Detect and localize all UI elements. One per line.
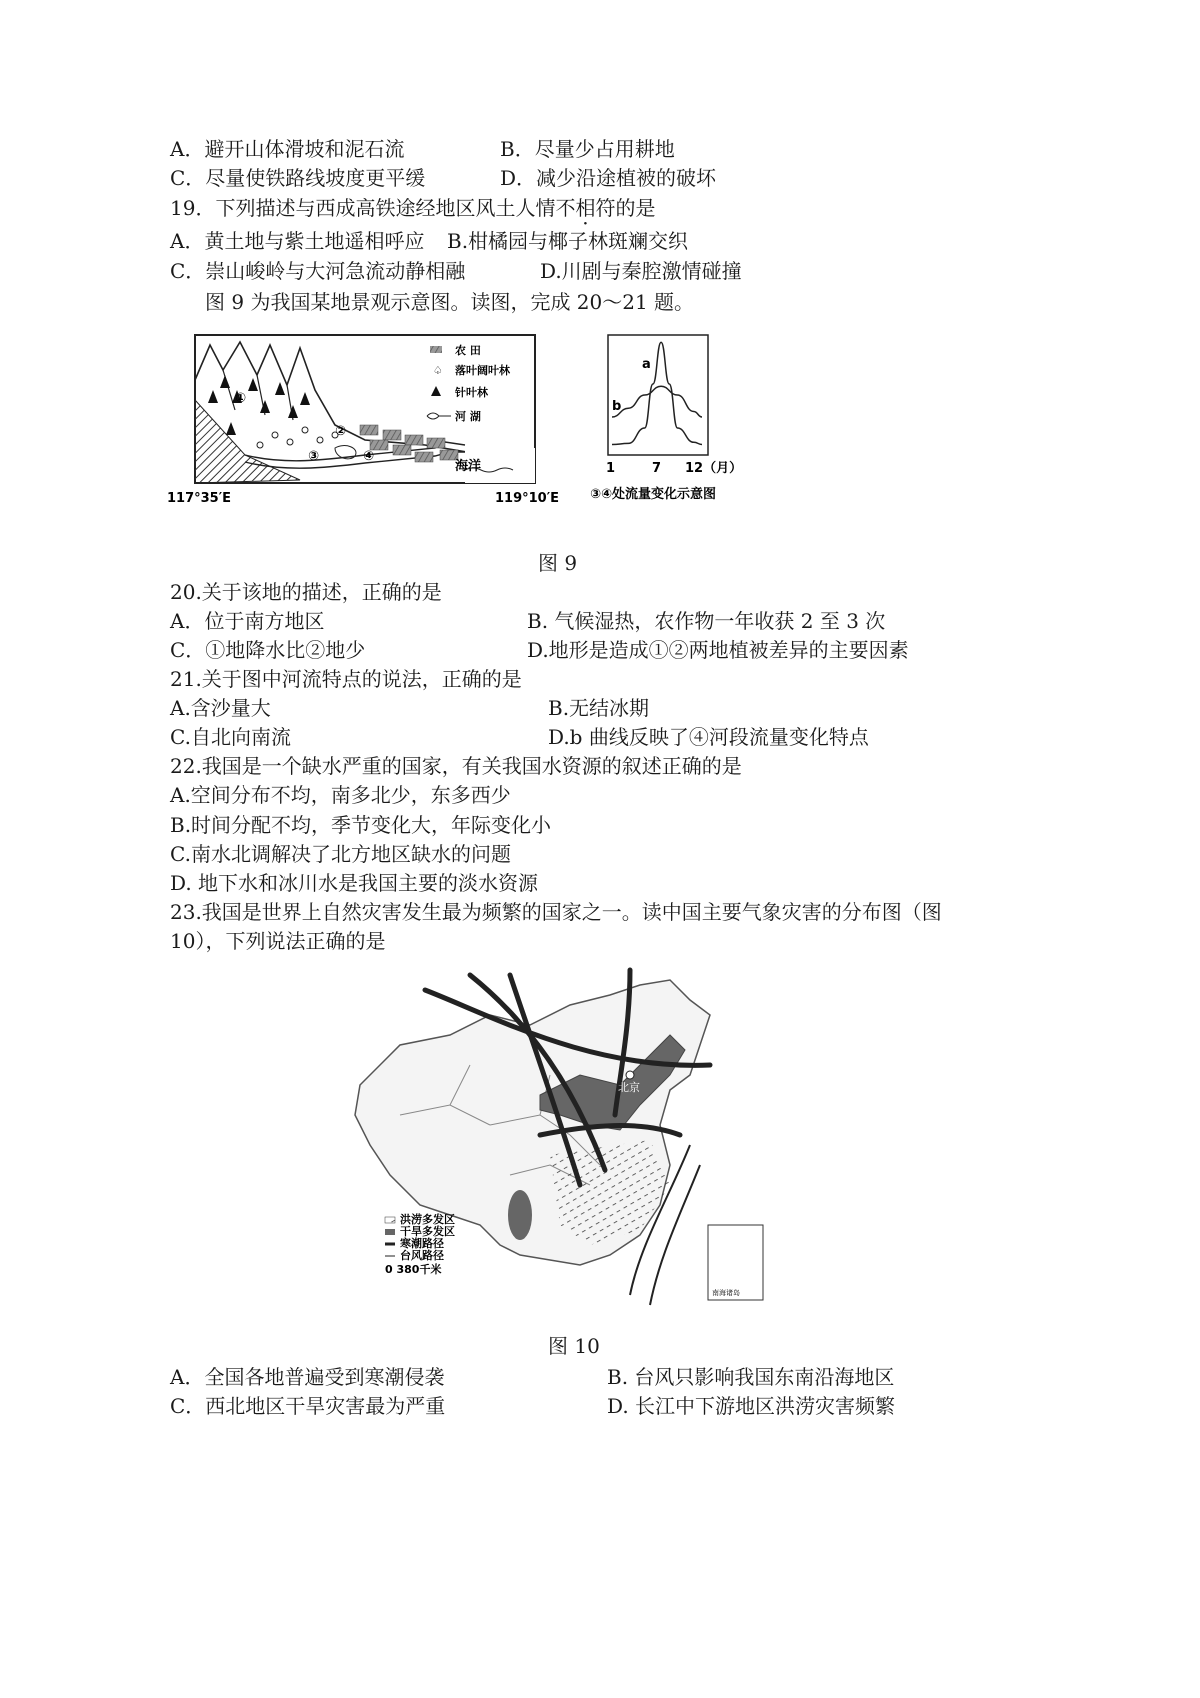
fig9-legend-deciduous: 落叶阔叶林: [455, 364, 510, 377]
q18-option-b: B．尽量少占用耕地: [500, 137, 675, 161]
q20-stem: 20.关于该地的描述，正确的是: [170, 580, 442, 604]
q23-option-b: B. 台风只影响我国东南沿海地区: [607, 1365, 895, 1389]
q19-option-d: D.川剧与秦腔激情碰撞: [540, 259, 742, 283]
fig10-city-beijing: 北京: [618, 1081, 640, 1094]
q21-option-b: B.无结冰期: [548, 696, 650, 720]
q23-stem-line1: 23.我国是世界上自然灾害发生最为频繁的国家之一。读中国主要气象灾害的分布图（图: [170, 900, 942, 924]
q21-option-a: A.含沙量大: [170, 696, 271, 720]
fig9-sea-label: 海洋: [455, 459, 482, 474]
fig9-marker-2: ②: [335, 424, 347, 439]
fig9-marker-1: ①: [235, 391, 247, 406]
q21-option-c: C.自北向南流: [170, 725, 291, 749]
q18-option-d: D．减少沿途植被的破坏: [500, 166, 717, 190]
fig9-marker-4: ④: [363, 449, 375, 464]
fig10-china-disaster-map: [340, 965, 780, 1315]
q22-option-c: C.南水北调解决了北方地区缺水的问题: [170, 842, 511, 866]
curve-label-a: a: [642, 357, 651, 372]
q23-option-c: C．西北地区干旱灾害最为严重: [170, 1394, 446, 1418]
x-tick-1: 1: [606, 461, 616, 476]
flow-curve-b: [612, 386, 702, 417]
fig10-inset-label: 南海诸岛: [712, 1289, 740, 1297]
q22-option-d: D. 地下水和冰川水是我国主要的淡水资源: [170, 871, 539, 895]
q19-stem-pre: 19．下列描述与西成高铁途经地区风土人情: [170, 196, 556, 220]
fig10-legend-coldwave: 寒潮路径: [400, 1237, 444, 1250]
fig9-caption: 图 9: [538, 551, 578, 575]
chart-title: ③④处流量变化示意图: [590, 487, 717, 502]
fig9-flow-chart: [590, 330, 770, 510]
x-tick-7: 7: [652, 461, 662, 476]
q19-option-c: C．崇山峻岭与大河急流动静相融: [170, 259, 466, 283]
curve-label-b: b: [612, 399, 622, 414]
q20-option-d: D.地形是造成①②两地植被差异的主要因素: [527, 638, 909, 662]
q19-stem-post: 的是: [615, 196, 656, 220]
q21-option-d: D.b 曲线反映了④河段流量变化特点: [548, 725, 869, 749]
q19-stem-emphasis: 不相符: [555, 196, 616, 220]
q22-option-a: A.空间分布不均，南多北少，东多西少: [170, 783, 511, 807]
fig10-legend-flood: 洪涝多发区: [400, 1213, 455, 1226]
q21-stem: 21.关于图中河流特点的说法，正确的是: [170, 667, 522, 691]
fig9-marker-3: ③: [308, 449, 320, 464]
fig9-lon-right: 119°10′E: [495, 491, 560, 506]
fig9-landscape: [165, 330, 575, 510]
q19-option-a: A．黄土地与紫土地遥相呼应: [170, 229, 425, 253]
q23-stem-line2: 10），下列说法正确的是: [170, 929, 386, 953]
q23-option-d: D. 长江中下游地区洪涝灾害频繁: [607, 1394, 896, 1418]
flood-legend-swatch: [385, 1217, 395, 1223]
q22-option-b: B.时间分配不均，季节变化大，年际变化小: [170, 813, 552, 837]
conifer-icon: [431, 386, 441, 396]
q19-stem: [170, 195, 655, 221]
deciduous-tree-icon: ♤: [433, 364, 443, 377]
fig10-legend-typhoon: 台风路径: [400, 1249, 444, 1262]
fig9-lon-left: 117°35′E: [167, 491, 232, 506]
x-tick-12: 12（月）: [685, 461, 743, 476]
q22-stem: 22.我国是一个缺水严重的国家，有关我国水资源的叙述正确的是: [170, 754, 742, 778]
river-lake-icon: [427, 413, 451, 419]
fig10-legend-drought: 干旱多发区: [400, 1225, 455, 1238]
fig9-legend-farmland: 农 田: [455, 344, 481, 357]
flow-curve-a: [612, 342, 702, 444]
q19-option-b: B.柑橘园与椰子林斑斓交织: [447, 229, 689, 253]
q18-option-a: A．避开山体滑坡和泥石流: [170, 137, 405, 161]
fig10-caption: 图 10: [548, 1334, 600, 1358]
q20-option-b: B. 气候湿热，农作物一年收获 2 至 3 次: [527, 609, 886, 633]
fig10-scale: 0 380千米: [385, 1263, 442, 1276]
q18-option-c: C．尽量使铁路线坡度更平缓: [170, 166, 426, 190]
q23-option-a: A．全国各地普遍受到寒潮侵袭: [170, 1365, 445, 1389]
q20-option-a: A．位于南方地区: [170, 609, 325, 633]
drought-region-southwest: [508, 1190, 532, 1240]
drought-legend-swatch: [385, 1229, 395, 1235]
fig9-legend-river: 河 湖: [455, 410, 481, 423]
q20-option-c: C．①地降水比②地少: [170, 638, 366, 662]
fig9-legend-conifer: 针叶林: [455, 386, 488, 399]
fig9-intro: 图 9 为我国某地景观示意图。读图，完成 20～21 题。: [205, 290, 695, 314]
